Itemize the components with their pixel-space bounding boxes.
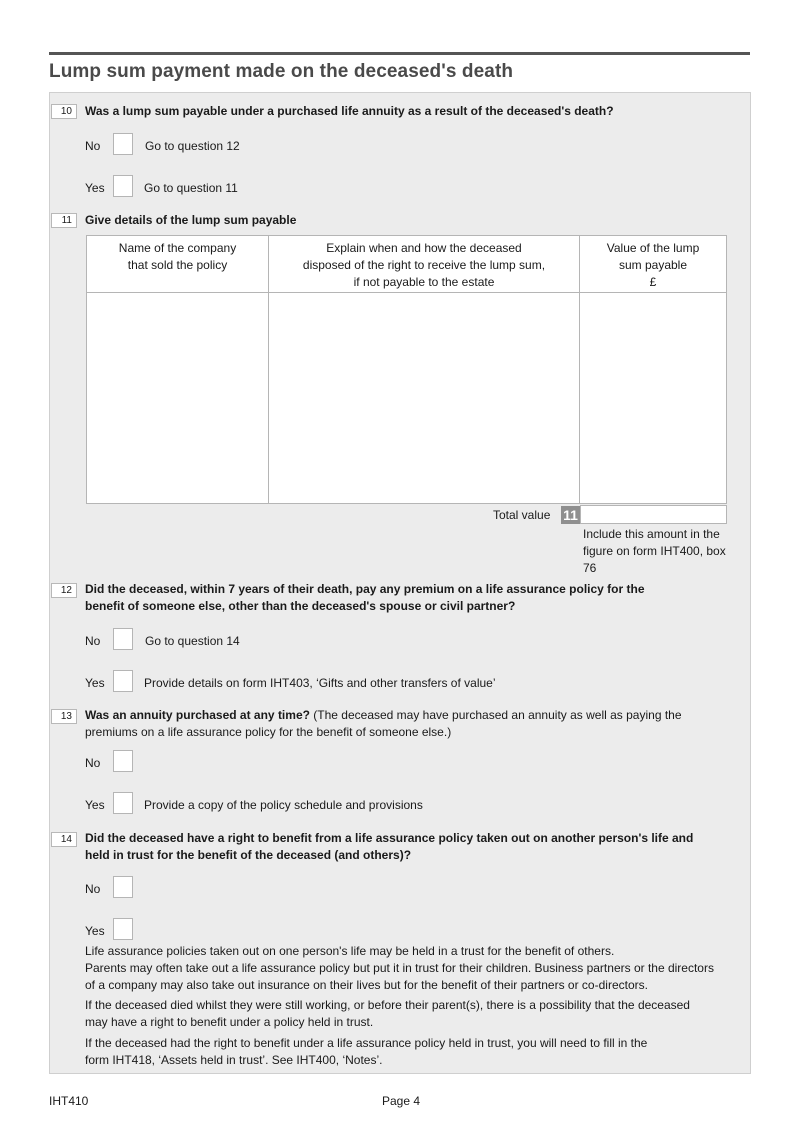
company-name-cell[interactable] xyxy=(87,293,269,504)
lump-sum-table xyxy=(86,235,727,504)
total-value-label: Total value xyxy=(493,508,551,522)
guidance-line: form IHT418, ‘Assets held in trust’. See IHT400, ‘Notes’. xyxy=(85,1053,383,1067)
q13-yes-note: Provide a copy of the policy schedule and provisions xyxy=(144,798,423,812)
question-14-text-line: Did the deceased have a right to benefit from a life assurance policy taken out on another person's life and xyxy=(85,831,694,845)
q13-no-label: No xyxy=(85,756,101,770)
guidance-line: may have a right to benefit under a policy held in trust. xyxy=(85,1015,374,1029)
section-title: Lump sum payment made on the deceased's death xyxy=(49,61,514,82)
explanation-cell[interactable] xyxy=(269,293,580,504)
question-13-rest: (The deceased may have purchased an annuity as well as paying the xyxy=(309,708,682,722)
q14-no-checkbox[interactable] xyxy=(113,876,133,898)
question-12-text xyxy=(85,581,645,615)
question-13-text xyxy=(85,707,682,741)
total-box-number: 11 xyxy=(561,506,580,524)
q13-no-checkbox[interactable] xyxy=(113,750,133,772)
question-14-text-line: held in trust for the benefit of the deceased (and others)? xyxy=(85,848,412,862)
question-13-text-line: premiums on a life assurance policy for the benefit of someone else.) xyxy=(85,725,452,739)
question-number-14: 14 xyxy=(51,832,77,847)
q13-yes-checkbox[interactable] xyxy=(113,792,133,814)
question-10-text: Was a lump sum payable under a purchased life annuity as a result of the deceased's death? xyxy=(85,104,614,118)
value-cell[interactable] xyxy=(580,293,727,504)
q12-yes-note: Provide details on form IHT403, ‘Gifts and other transfers of value’ xyxy=(144,676,496,690)
column-header-explain xyxy=(269,236,580,293)
q14-guidance-paragraph-1 xyxy=(85,943,725,994)
guidance-line: If the deceased died whilst they were still working, or before their parent(s), there is a possibility that the deceased xyxy=(85,998,690,1012)
column-header-company-line: Name of the company xyxy=(118,241,237,255)
column-header-company xyxy=(87,236,269,293)
column-header-value-line: Value of the lump xyxy=(606,241,700,255)
q10-yes-checkbox[interactable] xyxy=(113,175,133,197)
q10-no-label: No xyxy=(85,139,101,153)
question-number-11: 11 xyxy=(51,213,77,228)
guidance-line: If the deceased had the right to benefit under a life assurance policy held in trust, you will need to fill in the xyxy=(85,1036,648,1050)
column-header-explain-line: if not payable to the estate xyxy=(353,275,495,289)
q12-no-checkbox[interactable] xyxy=(113,628,133,650)
q12-no-note: Go to question 14 xyxy=(145,634,240,648)
q10-yes-label: Yes xyxy=(85,181,105,195)
q12-yes-checkbox[interactable] xyxy=(113,670,133,692)
q14-guidance-paragraph-2 xyxy=(85,997,725,1031)
q10-no-note: Go to question 12 xyxy=(145,139,240,153)
question-12-text-line: benefit of someone else, other than the deceased's spouse or civil partner? xyxy=(85,599,516,613)
top-rule xyxy=(49,52,750,55)
form-code: IHT410 xyxy=(49,1094,89,1108)
guidance-line: Parents may often take out a life assurance policy but put it in trust for their children. Business partners or the directors xyxy=(85,961,714,975)
page-number: Page 4 xyxy=(382,1094,421,1108)
q14-no-label: No xyxy=(85,882,101,896)
q14-yes-checkbox[interactable] xyxy=(113,918,133,940)
guidance-line: of a company may also take out insurance on their lives but for the benefit of their partners or co-directors. xyxy=(85,978,648,992)
column-header-value xyxy=(580,236,727,293)
total-value-note: Include this amount in the figure on form IHT400, box 76 xyxy=(583,527,726,575)
question-13-bold: Was an annuity purchased at any time? xyxy=(85,708,310,722)
question-12-text-line: Did the deceased, within 7 years of their death, pay any premium on a life assurance policy for the xyxy=(85,582,645,596)
q12-no-label: No xyxy=(85,634,101,648)
guidance-line: Life assurance policies taken out on one person's life may be held in a trust for the benefit of others. xyxy=(85,944,615,958)
q13-yes-label: Yes xyxy=(85,798,105,812)
question-13-text-line xyxy=(85,707,682,724)
column-header-company-line: that sold the policy xyxy=(127,258,228,272)
total-value-input[interactable] xyxy=(580,505,727,524)
column-header-value-line: sum payable xyxy=(618,258,688,272)
column-header-explain-line: disposed of the right to receive the lump sum, xyxy=(302,258,546,272)
q10-no-checkbox[interactable] xyxy=(113,133,133,155)
column-header-value-line: £ xyxy=(649,275,657,289)
q14-yes-label: Yes xyxy=(85,924,105,938)
question-11-text: Give details of the lump sum payable xyxy=(85,213,297,227)
question-number-13: 13 xyxy=(51,709,77,724)
q14-guidance-paragraph-3 xyxy=(85,1035,725,1069)
column-header-explain-line: Explain when and how the deceased xyxy=(326,241,522,255)
question-14-text xyxy=(85,830,693,864)
q12-yes-label: Yes xyxy=(85,676,105,690)
question-number-10: 10 xyxy=(51,104,77,119)
q10-yes-note: Go to question 11 xyxy=(144,181,238,195)
question-number-12: 12 xyxy=(51,583,77,598)
